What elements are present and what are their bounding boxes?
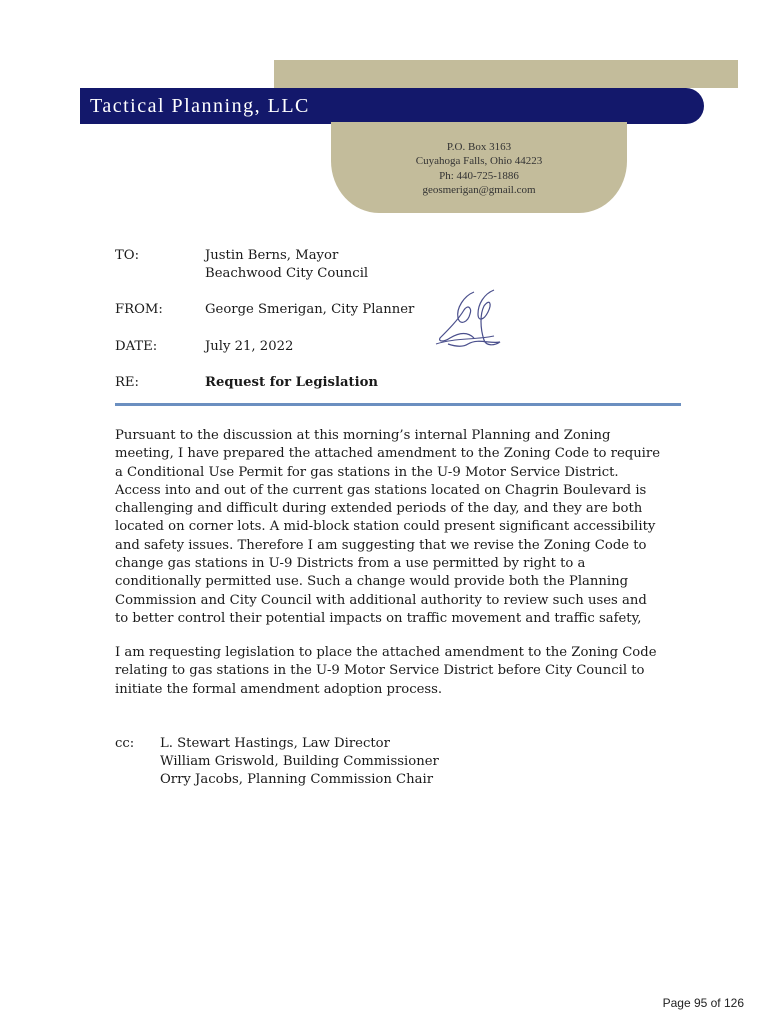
to-recipient-2: Beachwood City Council xyxy=(205,266,369,281)
body-paragraph-1: Pursuant to the discussion at this morning’s internal Planning and Zoning meeting, I have prepared the attached amendment to the Zoning Code to require a Conditional Use Permit for gas stations in the U-9 Motor Service District. Access into and out of the current gas stations located on Chagrin Boulevard is challenging and difficult during extended periods of the day, and they are both located on corner lots. A mid-block station could present significant accessibility and safety issues. Therefore I am suggesting that we revise the Zoning Code to change gas stations in U-9 Districts from a use permitted by right to a conditionally permitted use. Such a change would provide both the Planning Commission and City Council with additional authority to review such uses and to better control their potential impacts on traffic movement and traffic safety, xyxy=(115,428,661,626)
header-divider xyxy=(115,403,681,406)
signature xyxy=(434,288,506,350)
re-label: RE: xyxy=(115,375,139,390)
to-recipient-1: Justin Berns, Mayor xyxy=(205,248,339,263)
body-paragraph-2: I am requesting legislation to place the attached amendment to the Zoning Code relating to gas stations in the U-9 Motor Service District before City Council to initiate the formal amendment adoption process. xyxy=(115,645,657,697)
cc-recipient: L. Stewart Hastings, Law Director xyxy=(160,736,390,751)
from-label: FROM: xyxy=(115,302,163,317)
cc-recipient: Orry Jacobs, Planning Commission Chair xyxy=(160,772,434,788)
address-email: geosmerigan@gmail.com xyxy=(422,184,536,196)
date-value: July 21, 2022 xyxy=(205,339,294,354)
address-city: Cuyahoga Falls, Ohio 44223 xyxy=(415,155,543,167)
cc-recipient: William Griswold, Building Commissioner xyxy=(160,754,439,770)
from-value: George Smerigan, City Planner xyxy=(205,302,415,317)
address-phone: Ph: 440-725-1886 xyxy=(439,169,519,182)
letterhead-banner xyxy=(80,88,704,124)
page-indicator: Page 95 of 126 xyxy=(662,996,744,1010)
cc-label: cc: xyxy=(115,736,135,751)
company-name: Tactical Planning, LLC xyxy=(90,94,310,117)
address-po-box: P.O. Box 3163 xyxy=(446,140,512,153)
date-label: DATE: xyxy=(115,339,158,354)
cc-list xyxy=(160,735,439,790)
re-subject: Request for Legislation xyxy=(205,375,379,390)
address-block xyxy=(331,122,627,213)
letterhead-accent-bar xyxy=(274,60,738,88)
to-label: TO: xyxy=(115,248,140,263)
